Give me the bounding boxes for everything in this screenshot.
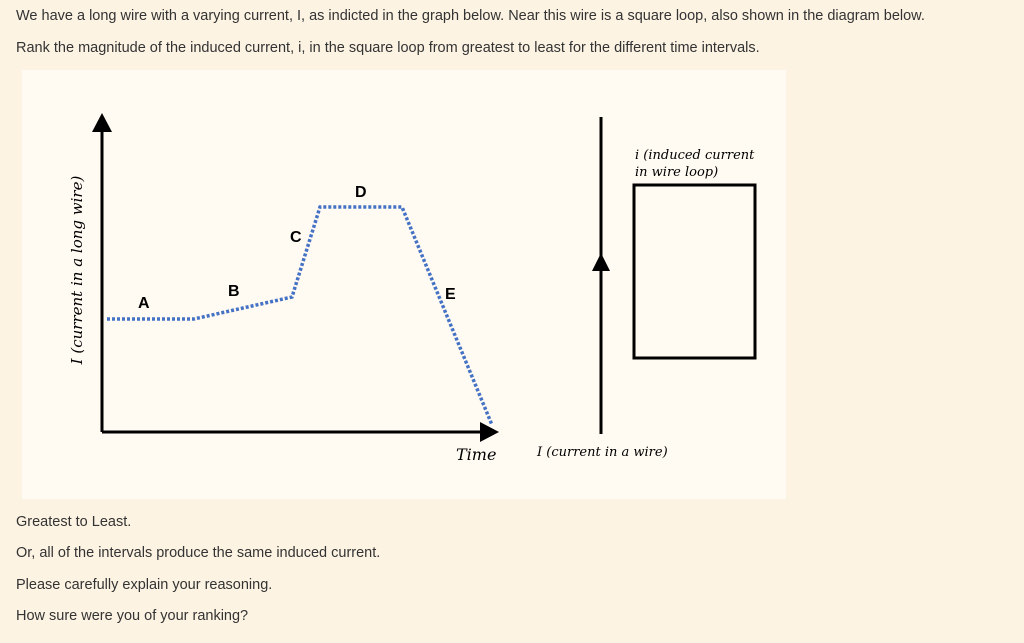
segment-label-d: D [355, 184, 367, 201]
segment-label-c: C [290, 229, 302, 246]
loop-label-line2: in wire loop) [635, 165, 719, 180]
figure-svg [22, 70, 786, 499]
question-instruction: Rank the magnitude of the induced current, i, in the square loop from greatest to least for the different time intervals. [16, 40, 760, 56]
segment-label-b: B [228, 283, 240, 300]
figure [22, 70, 786, 499]
segment-label-a: A [138, 295, 150, 312]
y-axis-arrow [92, 113, 112, 132]
explain-prompt: Please carefully explain your reasoning. [16, 577, 273, 593]
square-loop [634, 185, 755, 358]
same-current-option-text: Or, all of the intervals produce the same induced current. [16, 545, 381, 561]
segment-label-e: E [445, 286, 456, 303]
loop-label-line1: i (induced current [635, 148, 755, 163]
greatest-to-least-text: Greatest to Least. [16, 514, 132, 530]
y-axis-label: I (current in a long wire) [68, 175, 86, 365]
x-axis-label: Time [456, 445, 497, 464]
wire-current-arrow [592, 253, 610, 271]
x-axis-arrow [480, 422, 499, 442]
question-intro: We have a long wire with a varying current, I, as indicted in the graph below. Near this wire is a square loop, also shown in the diagram below. [16, 8, 925, 24]
confidence-prompt: How sure were you of your ranking? [16, 608, 249, 624]
wire-label: I (current in a wire) [537, 445, 668, 460]
